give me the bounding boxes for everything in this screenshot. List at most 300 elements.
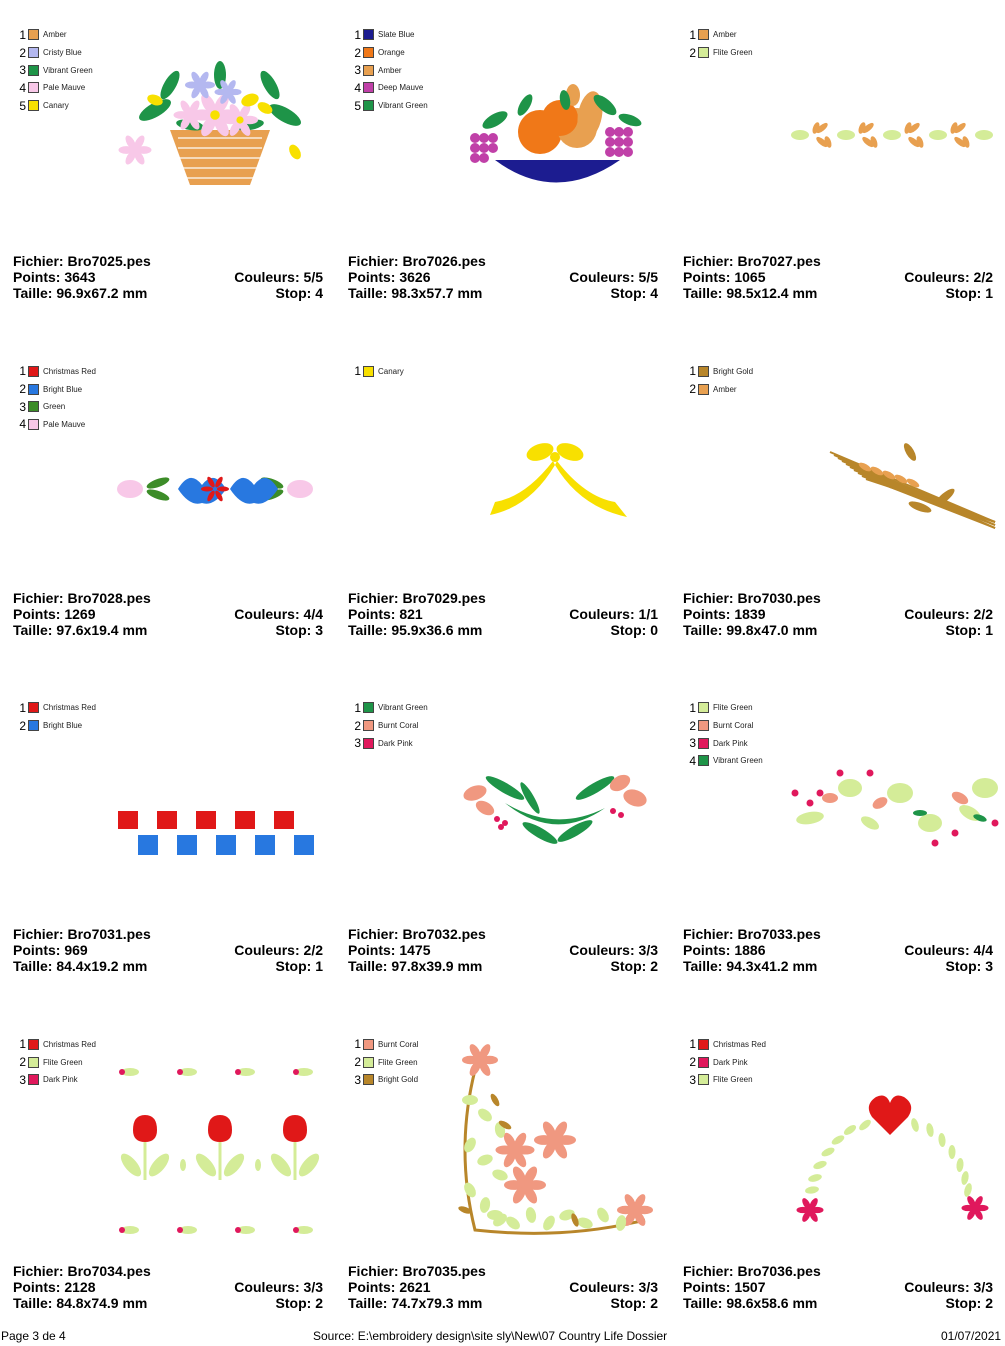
color-swatch — [698, 720, 709, 731]
points-field — [13, 269, 96, 285]
points-label: Points: — [348, 942, 400, 958]
colors-label: Couleurs: — [234, 942, 304, 958]
colors-field — [904, 1279, 993, 1295]
thread-number: 2 — [689, 718, 696, 733]
file-label-text: Fichier: — [13, 1262, 68, 1279]
color-swatch — [698, 47, 709, 58]
thread-color-legend — [353, 699, 428, 752]
design-card — [0, 337, 335, 673]
thread-color-item — [18, 699, 96, 717]
thread-color-item — [688, 363, 753, 381]
design-info — [683, 253, 993, 301]
file-line — [683, 253, 993, 269]
points-value: 1269 — [64, 605, 96, 622]
colors-field — [234, 942, 323, 958]
file-label-text: Fichier: — [348, 926, 403, 942]
thread-color-name: Pale Mauve — [43, 83, 86, 93]
color-swatch — [28, 47, 39, 58]
thread-color-legend — [18, 1036, 96, 1089]
file-line — [13, 253, 323, 269]
size-field — [348, 958, 482, 974]
color-swatch — [363, 65, 374, 76]
size-field — [348, 1295, 482, 1311]
color-swatch — [698, 702, 709, 713]
colors-field — [569, 1279, 658, 1295]
points-label: Points: — [13, 269, 65, 285]
design-card — [670, 337, 1005, 673]
stop-field — [276, 622, 323, 638]
design-card — [0, 1010, 335, 1346]
wheat-sheaf-motif — [770, 357, 1000, 567]
thread-color-item — [688, 1071, 766, 1089]
size-value: 99.8x47.0 mm — [726, 621, 818, 638]
file-label-text: Fichier: — [348, 589, 403, 606]
size-line — [348, 958, 658, 974]
thread-color-name: Bright Blue — [43, 721, 83, 731]
thread-color-item — [353, 1036, 418, 1054]
design-card — [335, 673, 670, 1009]
color-swatch — [363, 1057, 374, 1068]
thread-number: 2 — [354, 45, 361, 60]
thread-color-item — [688, 734, 763, 752]
embroidery-preview — [770, 693, 1000, 903]
size-line — [683, 285, 993, 301]
points-line — [348, 269, 658, 285]
file-name: Bro7033.pes — [737, 926, 821, 942]
design-info — [683, 1263, 993, 1311]
points-field — [348, 269, 431, 285]
color-swatch — [28, 366, 39, 377]
size-label: Taille: — [13, 621, 57, 638]
points-value: 821 — [399, 605, 423, 622]
points-line — [683, 942, 993, 958]
points-field — [348, 606, 423, 622]
thread-number: 1 — [354, 27, 361, 42]
design-info — [13, 1263, 323, 1311]
file-line — [13, 1263, 323, 1279]
colors-field — [569, 606, 658, 622]
size-label: Taille: — [13, 1294, 57, 1311]
stop-label: Stop: — [610, 285, 651, 301]
points-label: Points: — [13, 605, 65, 622]
thread-color-item — [18, 61, 93, 79]
thread-color-name: Vibrant Green — [378, 703, 428, 713]
design-card — [670, 673, 1005, 1009]
points-value: 3643 — [64, 269, 96, 285]
thread-color-name: Dark Pink — [713, 1057, 748, 1067]
color-swatch — [698, 366, 709, 377]
thread-color-legend — [688, 1036, 766, 1089]
stop-value: 1 — [985, 621, 993, 638]
thread-number: 3 — [19, 399, 26, 414]
thread-color-name: Amber — [43, 30, 67, 40]
thread-color-item — [688, 699, 763, 717]
file-line — [683, 590, 993, 606]
file-label — [348, 926, 486, 942]
page-number: Page 3 de 4 — [1, 1329, 66, 1343]
points-value: 1475 — [399, 942, 431, 958]
points-line — [683, 606, 993, 622]
size-line — [348, 1295, 658, 1311]
thread-color-item — [18, 398, 96, 416]
stop-label: Stop: — [610, 621, 651, 638]
file-line — [13, 590, 323, 606]
thread-color-item — [688, 44, 753, 62]
points-line — [683, 269, 993, 285]
design-info — [348, 253, 658, 301]
print-date: 01/07/2021 — [941, 1329, 1002, 1343]
colors-value: 2/2 — [303, 942, 323, 958]
thread-color-name: Christmas Red — [43, 1039, 96, 1049]
color-swatch — [28, 401, 39, 412]
file-label — [683, 926, 821, 942]
file-label — [348, 1263, 486, 1279]
stop-value: 2 — [315, 1294, 323, 1311]
file-label — [13, 1263, 151, 1279]
thread-color-item — [18, 416, 96, 434]
file-label-text: Fichier: — [13, 253, 68, 269]
ivy-berry-spray-motif — [770, 693, 1000, 903]
colors-field — [569, 269, 658, 285]
points-label: Points: — [348, 269, 400, 285]
file-name: Bro7029.pes — [402, 589, 486, 606]
thread-color-item — [688, 752, 763, 770]
stop-value: 3 — [985, 958, 993, 974]
points-line — [13, 269, 323, 285]
color-swatch — [363, 366, 374, 377]
thread-color-name: Burnt Coral — [378, 1039, 419, 1049]
stop-value: 2 — [985, 1294, 993, 1311]
thread-color-name: Deep Mauve — [378, 83, 424, 93]
file-name: Bro7036.pes — [737, 1262, 821, 1279]
thread-color-item — [18, 380, 96, 398]
thread-color-item — [688, 1053, 766, 1071]
thread-number: 1 — [19, 700, 26, 715]
points-field — [683, 269, 766, 285]
embroidery-preview — [770, 1030, 1000, 1240]
file-name: Bro7035.pes — [402, 1262, 486, 1279]
embroidery-preview — [435, 357, 665, 567]
size-label: Taille: — [13, 285, 57, 301]
thread-number: 1 — [689, 27, 696, 42]
thread-color-name: Vibrant Green — [43, 65, 93, 75]
file-line — [683, 1263, 993, 1279]
design-card — [335, 337, 670, 673]
thread-number: 4 — [354, 80, 361, 95]
thread-number: 3 — [689, 736, 696, 751]
color-swatch — [698, 1039, 709, 1050]
points-label: Points: — [348, 1278, 400, 1295]
stop-label: Stop: — [275, 285, 316, 301]
thread-color-item — [353, 734, 428, 752]
size-line — [683, 1295, 993, 1311]
points-label: Points: — [13, 1278, 65, 1295]
thread-color-legend — [18, 363, 96, 434]
points-value: 3626 — [399, 269, 431, 285]
thread-color-item — [688, 717, 763, 735]
size-line — [13, 285, 323, 301]
stop-label: Stop: — [945, 958, 986, 974]
file-label-text: Fichier: — [683, 926, 738, 942]
flower-basket-motif — [100, 20, 330, 230]
stop-field — [946, 958, 993, 974]
thread-color-legend — [353, 26, 428, 114]
file-line — [348, 1263, 658, 1279]
color-swatch — [28, 1057, 39, 1068]
thread-color-name: Amber — [713, 384, 737, 394]
thread-color-item — [18, 97, 93, 115]
size-value: 84.4x19.2 mm — [56, 958, 148, 974]
thread-color-legend — [688, 363, 753, 398]
thread-color-name: Vibrant Green — [713, 756, 763, 766]
thread-color-name: Christmas Red — [43, 366, 96, 376]
design-card — [0, 673, 335, 1009]
points-value: 1839 — [734, 605, 766, 622]
points-label: Points: — [683, 605, 735, 622]
size-value: 97.8x39.9 mm — [391, 958, 483, 974]
tulip-heart-border-motif — [100, 357, 330, 567]
colors-value: 3/3 — [638, 1278, 658, 1295]
design-info — [348, 1263, 658, 1311]
thread-color-name: Flite Green — [43, 1057, 83, 1067]
size-label: Taille: — [348, 1294, 392, 1311]
color-swatch — [363, 1074, 374, 1085]
stop-label: Stop: — [275, 958, 316, 974]
thread-color-item — [18, 79, 93, 97]
color-swatch — [363, 1039, 374, 1050]
size-value: 74.7x79.3 mm — [391, 1294, 483, 1311]
color-swatch — [28, 419, 39, 430]
colors-field — [904, 269, 993, 285]
thread-number: 5 — [354, 98, 361, 113]
size-field — [683, 285, 817, 301]
color-swatch — [698, 384, 709, 395]
stop-field — [611, 958, 658, 974]
thread-color-name: Christmas Red — [43, 703, 96, 713]
points-line — [13, 942, 323, 958]
points-value: 1065 — [734, 269, 766, 285]
file-name: Bro7030.pes — [737, 589, 821, 606]
points-field — [13, 606, 96, 622]
color-swatch — [698, 755, 709, 766]
thread-number: 2 — [689, 45, 696, 60]
colors-label: Couleurs: — [234, 605, 304, 622]
size-value: 97.6x19.4 mm — [56, 621, 148, 638]
size-value: 98.5x12.4 mm — [726, 285, 818, 301]
thread-color-name: Amber — [713, 30, 737, 40]
color-swatch — [28, 1039, 39, 1050]
thread-color-item — [353, 1071, 418, 1089]
colors-value: 4/4 — [303, 605, 323, 622]
size-value: 98.6x58.6 mm — [726, 1294, 818, 1311]
thread-number: 1 — [354, 364, 361, 379]
stop-label: Stop: — [610, 958, 651, 974]
points-line — [348, 942, 658, 958]
size-value: 94.3x41.2 mm — [726, 958, 818, 974]
size-label: Taille: — [348, 958, 392, 974]
embroidery-preview — [100, 20, 330, 230]
size-line — [13, 1295, 323, 1311]
points-label: Points: — [683, 269, 735, 285]
points-label: Points: — [683, 942, 735, 958]
file-line — [348, 590, 658, 606]
thread-number: 3 — [354, 1072, 361, 1087]
thread-number: 1 — [19, 27, 26, 42]
thread-number: 1 — [689, 700, 696, 715]
thread-number: 5 — [19, 98, 26, 113]
file-label-text: Fichier: — [13, 926, 68, 942]
thread-number: 4 — [689, 753, 696, 768]
design-info — [13, 926, 323, 974]
thread-color-name: Slate Blue — [378, 30, 415, 40]
embroidery-preview — [100, 357, 330, 567]
thread-color-name: Canary — [43, 101, 69, 111]
stop-field — [611, 285, 658, 301]
design-info — [683, 590, 993, 638]
stop-value: 3 — [315, 621, 323, 638]
size-label: Taille: — [348, 621, 392, 638]
thread-number: 1 — [354, 700, 361, 715]
thread-number: 2 — [689, 1055, 696, 1070]
stop-field — [946, 1295, 993, 1311]
design-info — [13, 590, 323, 638]
thread-color-item — [18, 717, 96, 735]
file-line — [348, 253, 658, 269]
color-swatch — [363, 738, 374, 749]
colors-field — [904, 606, 993, 622]
thread-color-name: Flite Green — [713, 703, 753, 713]
colors-value: 3/3 — [303, 1278, 323, 1295]
file-line — [13, 926, 323, 942]
thread-color-item — [353, 97, 428, 115]
thread-color-name: Burnt Coral — [378, 721, 419, 731]
design-info — [13, 253, 323, 301]
thread-color-item — [353, 717, 428, 735]
thread-number: 3 — [689, 1072, 696, 1087]
thread-number: 1 — [19, 364, 26, 379]
stop-field — [276, 1295, 323, 1311]
heart-arch-motif — [770, 1030, 1000, 1240]
stop-field — [611, 622, 658, 638]
thread-color-name: Canary — [378, 366, 404, 376]
size-label: Taille: — [683, 621, 727, 638]
size-field — [683, 1295, 817, 1311]
color-swatch — [698, 738, 709, 749]
file-label-text: Fichier: — [683, 1262, 738, 1279]
thread-number: 2 — [354, 718, 361, 733]
file-name: Bro7026.pes — [402, 253, 486, 269]
colors-field — [904, 942, 993, 958]
thread-color-name: Vibrant Green — [378, 101, 428, 111]
colors-value: 5/5 — [303, 269, 323, 285]
colors-label: Couleurs: — [569, 1278, 639, 1295]
thread-color-item — [353, 363, 404, 381]
thread-number: 1 — [689, 1037, 696, 1052]
thread-color-legend — [18, 699, 96, 734]
thread-color-name: Bright Gold — [713, 366, 754, 376]
thread-number: 2 — [19, 1055, 26, 1070]
points-label: Points: — [13, 942, 65, 958]
size-line — [348, 622, 658, 638]
thread-color-item — [353, 26, 428, 44]
size-field — [13, 622, 147, 638]
colors-label: Couleurs: — [904, 1278, 974, 1295]
thread-color-name: Bright Blue — [43, 384, 83, 394]
colors-label: Couleurs: — [234, 1278, 304, 1295]
stop-value: 1 — [985, 285, 993, 301]
size-label: Taille: — [348, 285, 392, 301]
thread-color-item — [18, 1053, 96, 1071]
file-name: Bro7032.pes — [402, 926, 486, 942]
stop-value: 0 — [650, 621, 658, 638]
points-value: 2128 — [64, 1278, 96, 1295]
thread-number: 2 — [19, 45, 26, 60]
size-line — [13, 622, 323, 638]
thread-number: 4 — [19, 80, 26, 95]
size-label: Taille: — [13, 958, 57, 974]
thread-number: 2 — [354, 1055, 361, 1070]
colors-value: 2/2 — [973, 269, 993, 285]
tulip-rows-motif — [100, 1030, 330, 1240]
points-field — [13, 1279, 96, 1295]
thread-color-name: Dark Pink — [378, 738, 413, 748]
thread-color-item — [353, 1053, 418, 1071]
size-field — [13, 1295, 147, 1311]
colors-label: Couleurs: — [569, 942, 639, 958]
embroidery-preview — [770, 20, 1000, 230]
thread-color-name: Flite Green — [713, 1075, 753, 1085]
points-value: 2621 — [399, 1278, 431, 1295]
size-line — [348, 285, 658, 301]
colors-label: Couleurs: — [904, 605, 974, 622]
color-swatch — [363, 47, 374, 58]
color-swatch — [28, 720, 39, 731]
thread-color-item — [688, 380, 753, 398]
size-line — [683, 622, 993, 638]
points-label: Points: — [348, 605, 400, 622]
embroidery-preview — [435, 1030, 665, 1240]
stop-value: 1 — [315, 958, 323, 974]
thread-color-name: Pale Mauve — [43, 419, 86, 429]
size-value: 98.3x57.7 mm — [391, 285, 483, 301]
file-name: Bro7034.pes — [67, 1262, 151, 1279]
points-line — [13, 606, 323, 622]
size-field — [683, 622, 817, 638]
points-field — [683, 1279, 766, 1295]
stop-label: Stop: — [945, 621, 986, 638]
file-name: Bro7028.pes — [67, 589, 151, 606]
file-label — [348, 253, 486, 269]
embroidery-preview — [435, 20, 665, 230]
thread-color-item — [353, 44, 428, 62]
points-field — [348, 1279, 431, 1295]
thread-color-name: Cristy Blue — [43, 48, 82, 58]
color-swatch — [28, 702, 39, 713]
thread-number: 3 — [19, 63, 26, 78]
file-label-text: Fichier: — [13, 589, 68, 606]
color-swatch — [28, 82, 39, 93]
size-label: Taille: — [683, 285, 727, 301]
thread-number: 3 — [19, 1072, 26, 1087]
embroidery-preview — [435, 693, 665, 903]
thread-color-name: Dark Pink — [713, 738, 748, 748]
thread-color-item — [18, 26, 93, 44]
points-value: 1507 — [734, 1278, 766, 1295]
points-label: Points: — [683, 1278, 735, 1295]
stop-field — [276, 958, 323, 974]
thread-color-name: Flite Green — [378, 1057, 418, 1067]
points-field — [683, 942, 766, 958]
